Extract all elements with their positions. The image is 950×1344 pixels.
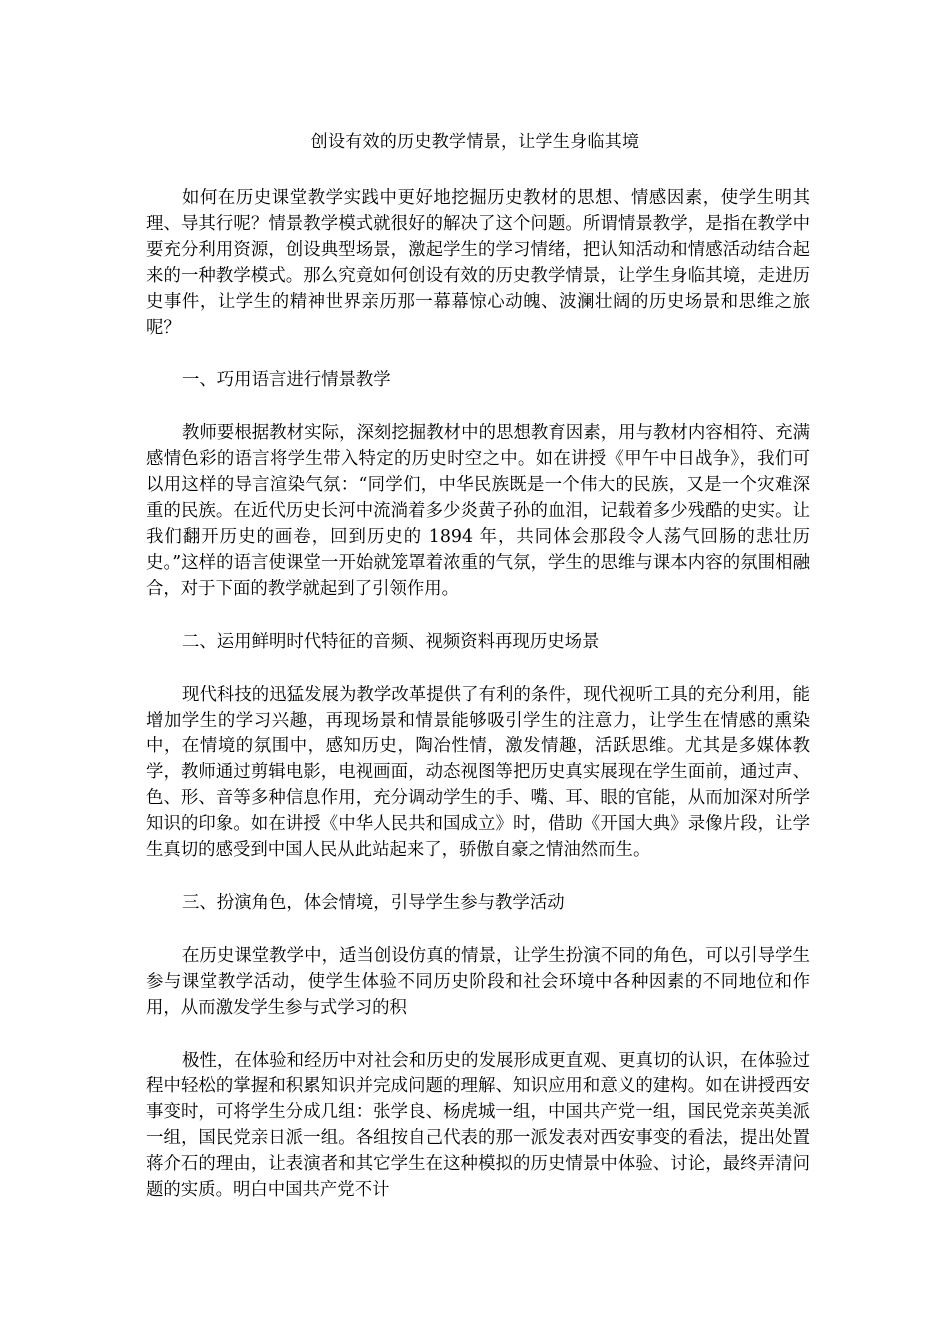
document-title: 创设有效的历史教学情景，让学生身临其境 xyxy=(310,132,640,152)
paragraph-section-2: 现代科技的迅猛发展为教学改革提供了有利的条件，现代视听工具的充分利用，能增加学生的学习兴趣，再现场景和情景能够吸引学生的注意力，让学生在情感的熏染中，在情境的氛围中，感知历史，陶冶性情，激发情趣，活跃思维。尤其是多媒体教学，教师通过剪辑电影，电视画面，动态视图等把历史真实展现在学生面前，通过声、色、形、音等多种信息作用，充分调动学生的手、嘴、耳、眼的官能，从而加深对所学知识的印象。如在讲授《中华人民共和国成立》时，借助《开国大典》录像片段，让学生真切的感受到中国人民从此站起来了，骄傲自豪之情油然而生。 xyxy=(146,684,810,861)
paragraph-section-3b: 极性，在体验和经历中对社会和历史的发展形成更直观、更真切的认识，在体验过程中轻松的掌握和积累知识并完成问题的理解、知识应用和意义的建构。如在讲授西安事变时，可将学生分成几组：张学良、杨虎城一组，中国共产党一组，国民党亲英美派一组，国民党亲日派一组。各组按自己代表的那一派发表对西安事变的看法，提出处置蒋介石的理由，让表演者和其它学生在这种模拟的历史情景中体验、讨论，最终弄清问题的实质。明白中国共产党不计 xyxy=(146,1050,810,1201)
paragraph-intro: 如何在历史课堂教学实践中更好地挖掘历史教材的思想、情感因素，使学生明其理、导其行呢？情景教学模式就很好的解决了这个问题。所谓情景教学，是指在教学中要充分利用资源，创设典型场景，激起学生的学习情绪，把认知活动和情感活动结合起来的一种教学模式。那么究竟如何创设有效的历史教学情景，让学生身临其境，走进历史事件，让学生的精神世界亲历那一幕幕惊心动魄、波澜壮阔的历史场景和思维之旅呢？ xyxy=(146,188,810,338)
section-heading-2: 二、运用鲜明时代特征的音频、视频资料再现历史场景 xyxy=(182,631,600,652)
section-heading-1: 一、巧用语言进行情景教学 xyxy=(182,370,391,391)
document-body xyxy=(146,186,810,1231)
paragraph-section-1: 教师要根据教材实际，深刻挖掘教材中的思想教育因素，用与教材内容相符、充满感情色彩的语言将学生带入特定的历史时空之中。如在讲授《甲午中日战争》，我们可以用这样的导言渲染气氛：“同学们，中华民族既是一个伟大的民族，又是一个灾难深重的民族。在近代历史长河中流淌着多少炎黄子孙的血泪，记载着多少残酷的史实。让我们翻开历史的画卷，回到历史的 1894 年，共同体会那段令人荡气回肠的悲壮历史。”这样的语言使课堂一开始就笼罩着浓重的气氛，学生的思维与课本内容的氛围相融合，对于下面的教学就起到了引领作用。 xyxy=(146,423,810,599)
section-heading-3: 三、扮演角色，体会情境，引导学生参与教学活动 xyxy=(182,892,565,913)
paragraph-section-3a: 在历史课堂教学中，适当创设仿真的情景，让学生扮演不同的角色，可以引导学生参与课堂教学活动，使学生体验不同历史阶段和社会环境中各种因素的不同地位和作用，从而激发学生参与式学习的积 xyxy=(146,945,810,1018)
